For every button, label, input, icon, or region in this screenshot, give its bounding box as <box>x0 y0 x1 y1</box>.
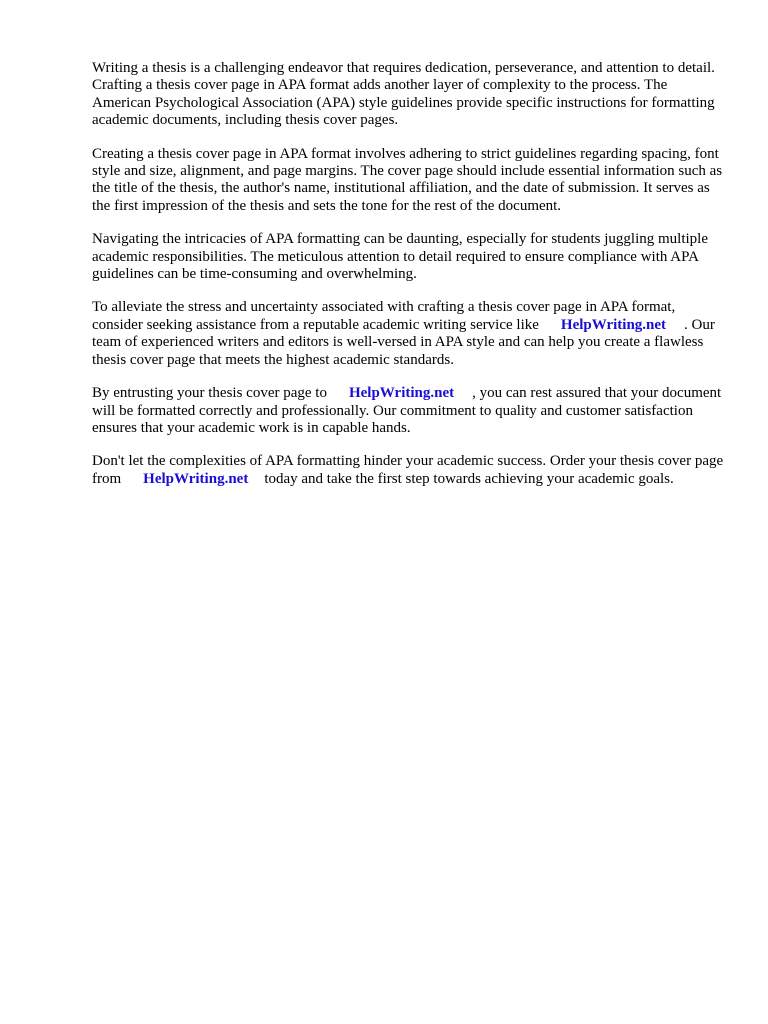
paragraph-cover-page-requirements: Creating a thesis cover page in APA format involves adhering to strict guidelines regarding spacing, font style and size, alignment, and page margins. The cover page should include essential information such as the title of the thesis, the author's name, institutional affiliation, and the date of submission. It serves as the first impression of the thesis and sets the tone for the rest of the document. <box>92 145 723 214</box>
helpwriting-link[interactable]: HelpWriting.net <box>560 316 667 333</box>
helpwriting-link[interactable]: HelpWriting.net <box>348 385 455 402</box>
paragraph-text: To alleviate the stress and uncertainty associated with crafting a thesis cover page in APA format, consider seeking assistance from a reputable academic writing service like <box>92 299 676 333</box>
helpwriting-link[interactable]: HelpWriting.net <box>143 470 249 487</box>
paragraph-text: . Our team of experienced writers and editors is well-versed in APA style and can help you create a flawless thesis cover page that meets the highest academic standards. <box>92 316 715 368</box>
paragraph-text: , you can rest assured that your document will be formatted correctly and professionally. Our commitment to quality and customer satisfaction ensures that your academic work is in capable hands. <box>92 385 722 436</box>
document-body <box>92 60 724 504</box>
paragraph-apa-challenges: Navigating the intricacies of APA formatting can be daunting, especially for students juggling multiple academic responsibilities. The meticulous attention to detail required to ensure compliance with APA guidelines can be time-consuming and overwhelming. <box>92 231 708 283</box>
paragraph-entrusting <box>92 385 724 437</box>
paragraph-order-call-to-action <box>92 453 724 488</box>
paragraph-text: By entrusting your thesis cover page to <box>92 385 327 402</box>
paragraph-seek-assistance <box>92 299 724 369</box>
paragraph-text: today and take the first step towards achieving your academic goals. <box>264 470 674 487</box>
paragraph-intro: Writing a thesis is a challenging endeavor that requires dedication, perseverance, and attention to detail. Crafting a thesis cover page in APA format adds another layer of complexity to the process. The American Psychological Association (APA) style guidelines provide specific instructions for formatting academic documents, including thesis cover pages. <box>92 60 715 129</box>
paragraph-text: Don't let the complexities of APA formatting hinder your academic success. Order your thesis cover page from <box>92 453 724 487</box>
